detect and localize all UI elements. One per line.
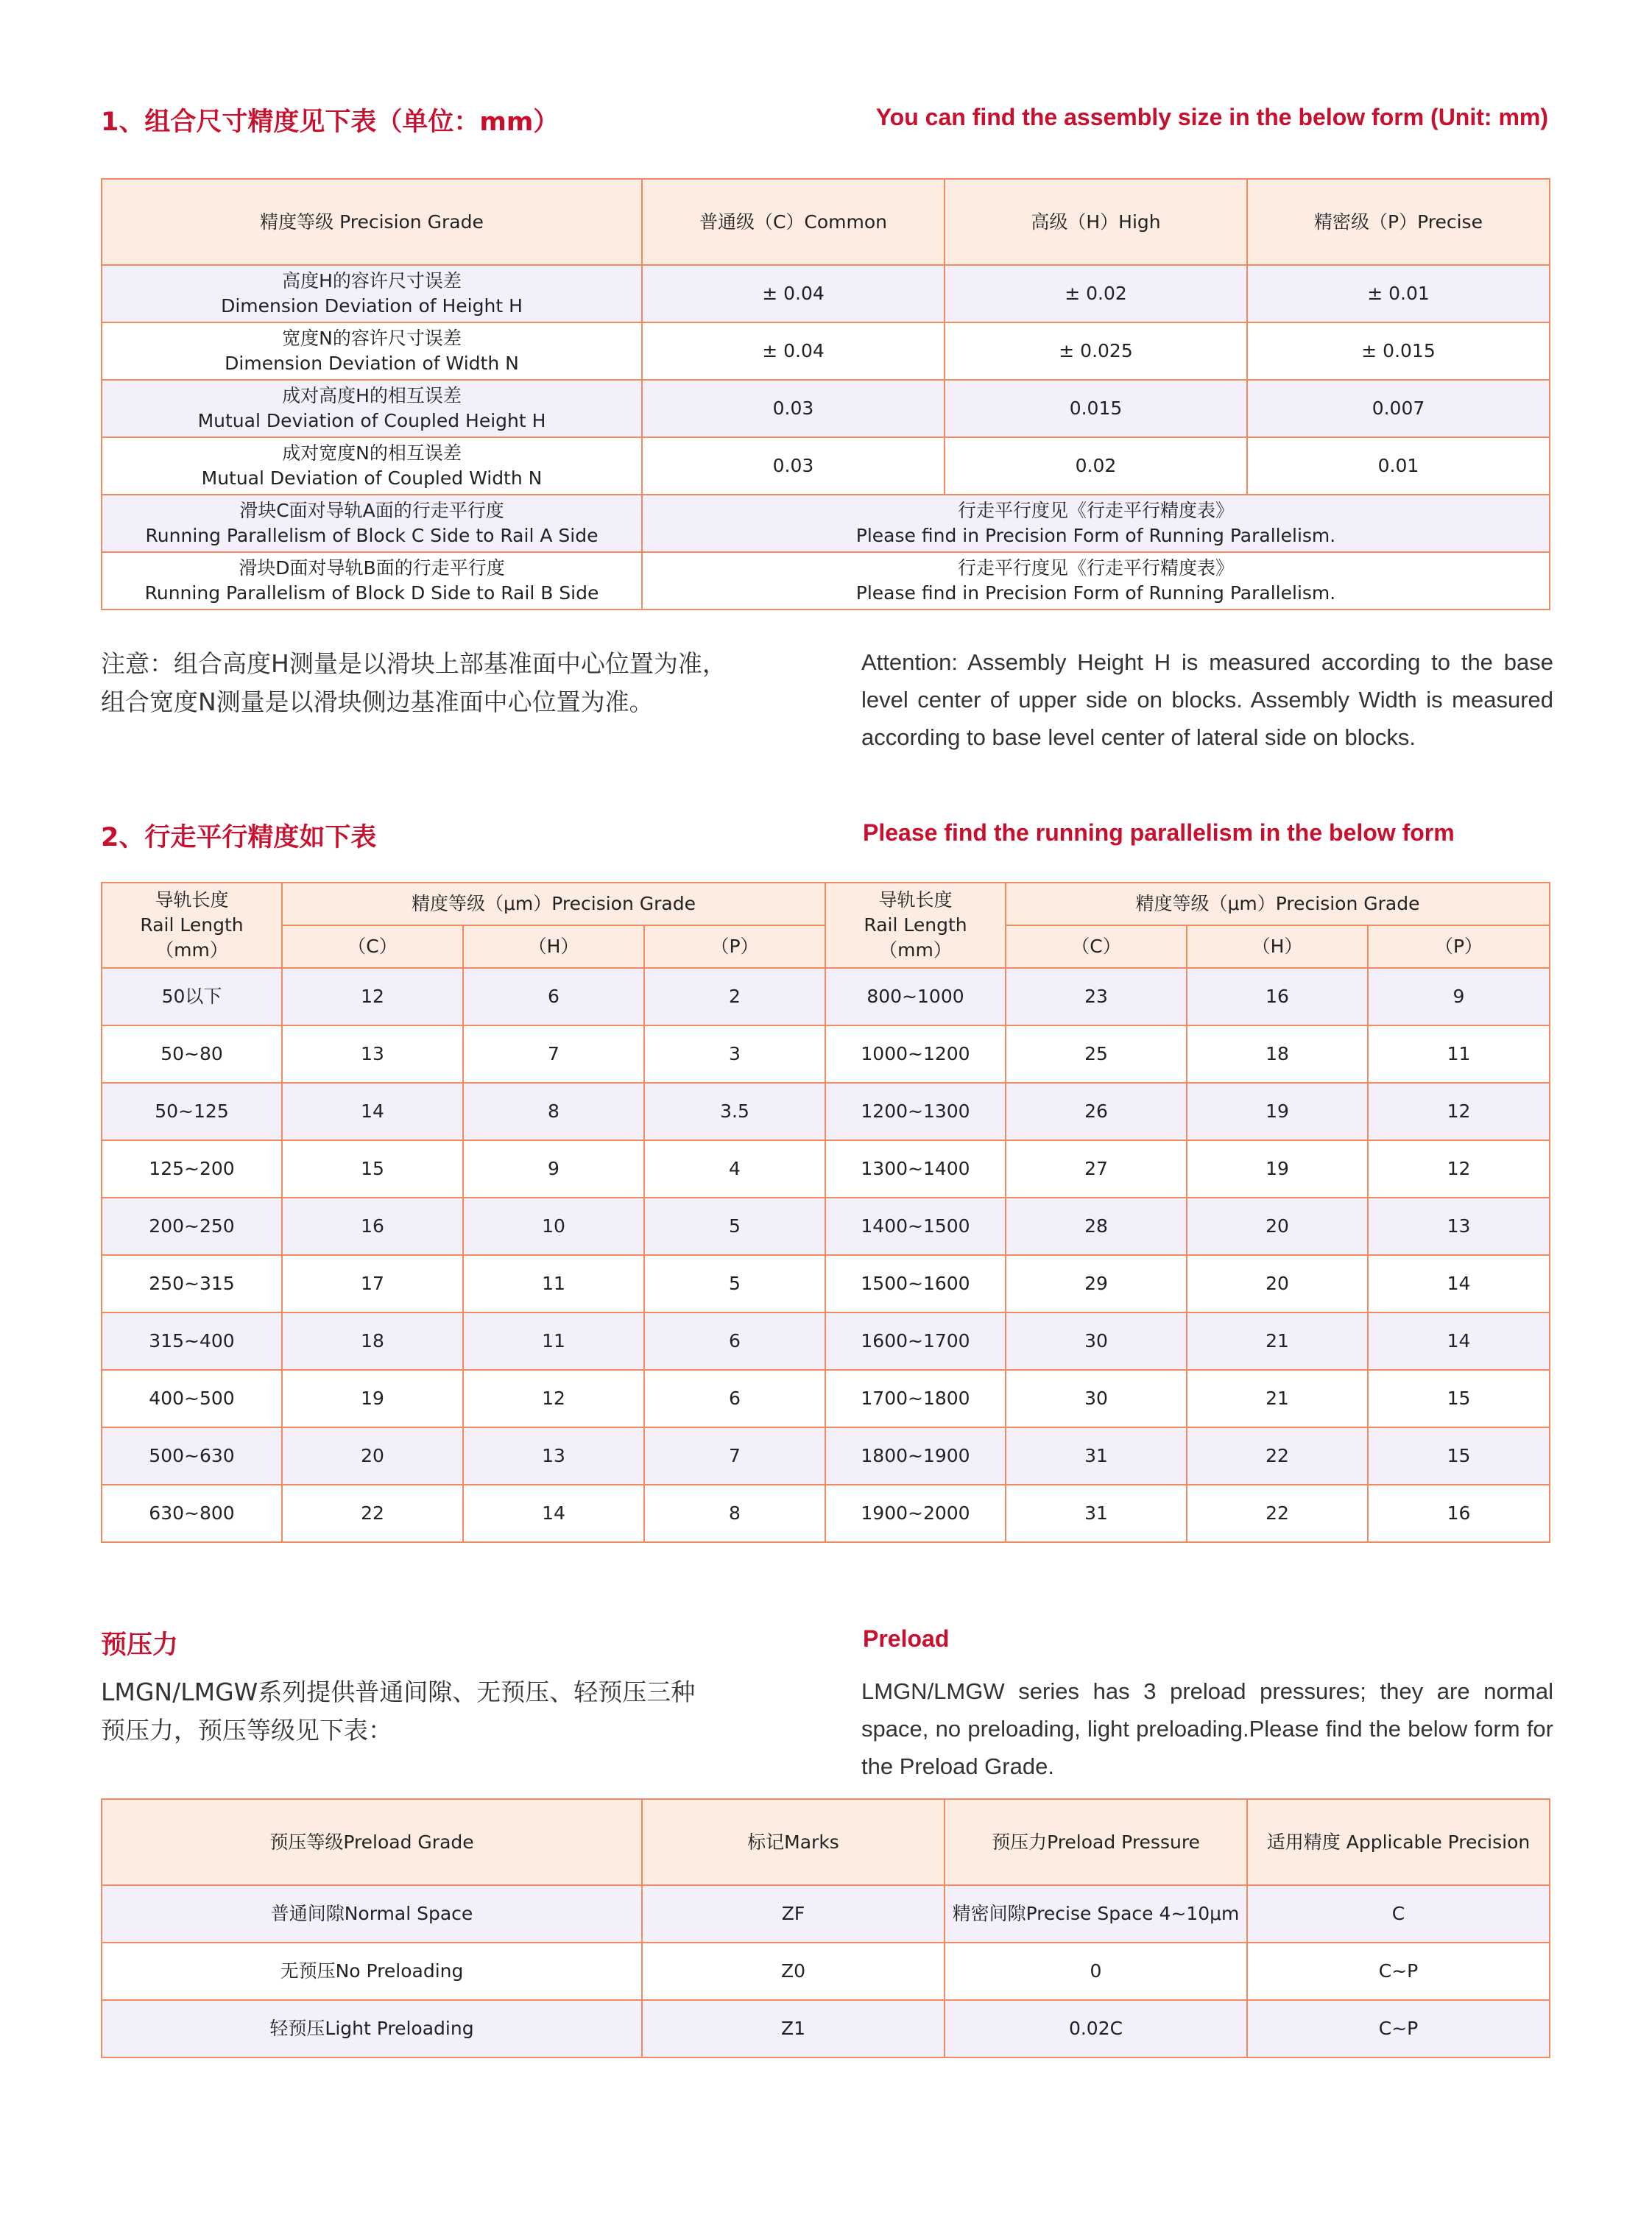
- row-label: 滑块C面对导轨A面的行走平行度 Running Parallelism of Block C Side to Rail A Side: [102, 495, 642, 552]
- value-high: ± 0.025: [945, 322, 1247, 380]
- rail-length: 1200~1300: [825, 1083, 1006, 1140]
- applicable-precision: C~P: [1247, 2000, 1550, 2057]
- grade-c: 31: [1006, 1485, 1187, 1542]
- preload-grade-table: [101, 1798, 1550, 2058]
- rail-length: 50~80: [102, 1025, 282, 1083]
- table-row: [102, 1140, 1550, 1198]
- preload-grade: 轻预压Light Preloading: [102, 2000, 642, 2057]
- grade-p: 12: [1368, 1140, 1550, 1198]
- value-common: ± 0.04: [642, 322, 945, 380]
- grade-c: 26: [1006, 1083, 1187, 1140]
- grade-c: 18: [282, 1312, 463, 1370]
- row-label: 滑块D面对导轨B面的行走平行度 Running Parallelism of Block D Side to Rail B Side: [102, 552, 642, 610]
- grade-c: 22: [282, 1485, 463, 1542]
- grade-p: 6: [644, 1370, 825, 1427]
- value-common: 0.03: [642, 380, 945, 437]
- grade-p: 8: [644, 1485, 825, 1542]
- preload-pressure: 0: [945, 1943, 1247, 2000]
- table-row: [102, 1083, 1550, 1140]
- grade-p: 12: [1368, 1083, 1550, 1140]
- grade-c: 16: [282, 1198, 463, 1255]
- grade-p: 7: [644, 1427, 825, 1485]
- preload-pressure: 0.02C: [945, 2000, 1247, 2057]
- header-p: （P）: [1368, 925, 1550, 968]
- preload-grade: 普通间隙Normal Space: [102, 1885, 642, 1943]
- grade-c: 31: [1006, 1427, 1187, 1485]
- value-common: 0.03: [642, 437, 945, 495]
- grade-p: 5: [644, 1198, 825, 1255]
- rail-length: 250~315: [102, 1255, 282, 1312]
- grade-p: 11: [1368, 1025, 1550, 1083]
- section2-title-en: Please find the running parallelism in the below form: [863, 819, 1455, 846]
- grade-p: 3.5: [644, 1083, 825, 1140]
- grade-h: 7: [463, 1025, 644, 1083]
- grade-c: 30: [1006, 1370, 1187, 1427]
- table-row: [102, 1943, 1550, 2000]
- rail-length: 200~250: [102, 1198, 282, 1255]
- row-label: 成对高度H的相互误差 Mutual Deviation of Coupled Height H: [102, 380, 642, 437]
- table-row: [102, 437, 1550, 495]
- header-precision-grade: 精度等级（μm）Precision Grade: [282, 883, 825, 925]
- grade-c: 14: [282, 1083, 463, 1140]
- grade-h: 11: [463, 1255, 644, 1312]
- rail-length: 315~400: [102, 1312, 282, 1370]
- rail-length: 500~630: [102, 1427, 282, 1485]
- rail-length: 50~125: [102, 1083, 282, 1140]
- preload-mark: ZF: [642, 1885, 945, 1943]
- grade-h: 22: [1187, 1485, 1368, 1542]
- grade-h: 9: [463, 1140, 644, 1198]
- value-common: ± 0.04: [642, 265, 945, 322]
- preload-desc-en: LMGN/LMGW series has 3 preload pressures; they are normal space, no preloading, light preloading.Please find the below form for the Preload Grade.: [861, 1678, 1553, 1779]
- merged-value: 行走平行度见《行走平行精度表》 Please find in Precision Form of Running Parallelism.: [642, 495, 1550, 552]
- grade-h: 16: [1187, 968, 1368, 1025]
- header-c: （C）: [282, 925, 463, 968]
- table-row: [102, 495, 1550, 552]
- table-row: [102, 1025, 1550, 1083]
- grade-h: 12: [463, 1370, 644, 1427]
- grade-h: 20: [1187, 1198, 1368, 1255]
- note-en: Attention: Assembly Height H is measured according to the base level center of upper side on blocks. Assembly Width is measured according to base level center of lateral side on blocks.: [861, 649, 1553, 750]
- grade-h: 20: [1187, 1255, 1368, 1312]
- grade-c: 15: [282, 1140, 463, 1198]
- table-row: [102, 1427, 1550, 1485]
- header-common: 普通级（C）Common: [642, 179, 945, 265]
- grade-h: 22: [1187, 1427, 1368, 1485]
- table-row: [102, 968, 1550, 1025]
- grade-c: 12: [282, 968, 463, 1025]
- row-label: 成对宽度N的相互误差 Mutual Deviation of Coupled Width N: [102, 437, 642, 495]
- section1-title-cn: 1、组合尺寸精度见下表（单位：mm）: [101, 107, 560, 137]
- table-row: [102, 1885, 1550, 1943]
- rail-length: 125~200: [102, 1140, 282, 1198]
- grade-p: 6: [644, 1312, 825, 1370]
- grade-p: 2: [644, 968, 825, 1025]
- rail-length: 1900~2000: [825, 1485, 1006, 1542]
- preload-mark: Z1: [642, 2000, 945, 2057]
- grade-h: 21: [1187, 1312, 1368, 1370]
- table-row: [102, 552, 1550, 610]
- rail-length: 1500~1600: [825, 1255, 1006, 1312]
- section1-title-en: You can find the assembly size in the below form (Unit: mm): [875, 104, 1548, 130]
- table-row: [102, 265, 1550, 322]
- grade-p: 14: [1368, 1312, 1550, 1370]
- rail-length: 1000~1200: [825, 1025, 1006, 1083]
- grade-p: 5: [644, 1255, 825, 1312]
- rail-length: 630~800: [102, 1485, 282, 1542]
- value-high: 0.02: [945, 437, 1247, 495]
- header-applicable-precision: 适用精度 Applicable Precision: [1247, 1799, 1550, 1885]
- table-row: [102, 1312, 1550, 1370]
- header-precision-grade: 精度等级（μm）Precision Grade: [1006, 883, 1550, 925]
- table-row: [102, 322, 1550, 380]
- note-cn: 注意：组合高度H测量是以滑块上部基准面中心位置为准， 组合宽度N测量是以滑块侧边基准面中心位置为准。: [101, 649, 727, 716]
- header-rail-length: 导轨长度 Rail Length （mm）: [102, 883, 282, 968]
- value-high: 0.015: [945, 380, 1247, 437]
- grade-h: 19: [1187, 1140, 1368, 1198]
- value-precise: 0.01: [1247, 437, 1550, 495]
- grade-p: 15: [1368, 1370, 1550, 1427]
- table-row: [102, 380, 1550, 437]
- grade-c: 17: [282, 1255, 463, 1312]
- grade-c: 27: [1006, 1140, 1187, 1198]
- grade-p: 15: [1368, 1427, 1550, 1485]
- grade-h: 14: [463, 1485, 644, 1542]
- grade-h: 6: [463, 968, 644, 1025]
- rail-length: 1300~1400: [825, 1140, 1006, 1198]
- section3-title-en: Preload: [863, 1625, 950, 1652]
- header-rail-length: 导轨长度 Rail Length （mm）: [825, 883, 1006, 968]
- preload-pressure: 精密间隙Precise Space 4~10μm: [945, 1885, 1247, 1943]
- header-marks: 标记Marks: [642, 1799, 945, 1885]
- grade-c: 23: [1006, 968, 1187, 1025]
- grade-h: 8: [463, 1083, 644, 1140]
- value-precise: ± 0.015: [1247, 322, 1550, 380]
- running-parallelism-table: [101, 882, 1550, 1543]
- row-label: 高度H的容许尺寸误差 Dimension Deviation of Height H: [102, 265, 642, 322]
- rail-length: 800~1000: [825, 968, 1006, 1025]
- grade-h: 10: [463, 1198, 644, 1255]
- header-precision-grade: 精度等级 Precision Grade: [102, 179, 642, 265]
- value-precise: ± 0.01: [1247, 265, 1550, 322]
- grade-c: 30: [1006, 1312, 1187, 1370]
- grade-h: 11: [463, 1312, 644, 1370]
- rail-length: 1700~1800: [825, 1370, 1006, 1427]
- grade-c: 25: [1006, 1025, 1187, 1083]
- grade-h: 13: [463, 1427, 644, 1485]
- grade-p: 3: [644, 1025, 825, 1083]
- section2-title-cn: 2、行走平行精度如下表: [101, 823, 377, 852]
- grade-p: 4: [644, 1140, 825, 1198]
- rail-length: 1400~1500: [825, 1198, 1006, 1255]
- assembly-precision-table: [101, 178, 1550, 610]
- table-row: [102, 2000, 1550, 2057]
- grade-c: 29: [1006, 1255, 1187, 1312]
- header-preload-grade: 预压等级Preload Grade: [102, 1799, 642, 1885]
- table-row: [102, 1370, 1550, 1427]
- value-high: ± 0.02: [945, 265, 1247, 322]
- section3-title-cn: 预压力: [101, 1630, 179, 1660]
- rail-length: 1600~1700: [825, 1312, 1006, 1370]
- header-high: 高级（H）High: [945, 179, 1247, 265]
- header-h: （H）: [1187, 925, 1368, 968]
- header-c: （C）: [1006, 925, 1187, 968]
- grade-c: 13: [282, 1025, 463, 1083]
- grade-p: 16: [1368, 1485, 1550, 1542]
- grade-c: 20: [282, 1427, 463, 1485]
- merged-value: 行走平行度见《行走平行精度表》 Please find in Precision Form of Running Parallelism.: [642, 552, 1550, 610]
- rail-length: 1800~1900: [825, 1427, 1006, 1485]
- header-h: （H）: [463, 925, 644, 968]
- row-label: 宽度N的容许尺寸误差 Dimension Deviation of Width N: [102, 322, 642, 380]
- value-precise: 0.007: [1247, 380, 1550, 437]
- header-preload-pressure: 预压力Preload Pressure: [945, 1799, 1247, 1885]
- table-row: [102, 1485, 1550, 1542]
- grade-p: 9: [1368, 968, 1550, 1025]
- applicable-precision: C: [1247, 1885, 1550, 1943]
- header-precise: 精密级（P）Precise: [1247, 179, 1550, 265]
- rail-length: 50以下: [102, 968, 282, 1025]
- rail-length: 400~500: [102, 1370, 282, 1427]
- header-p: （P）: [644, 925, 825, 968]
- preload-mark: Z0: [642, 1943, 945, 2000]
- table-row: [102, 1255, 1550, 1312]
- preload-grade: 无预压No Preloading: [102, 1943, 642, 2000]
- table-row: [102, 1198, 1550, 1255]
- grade-c: 28: [1006, 1198, 1187, 1255]
- grade-p: 14: [1368, 1255, 1550, 1312]
- applicable-precision: C~P: [1247, 1943, 1550, 2000]
- grade-h: 21: [1187, 1370, 1368, 1427]
- grade-p: 13: [1368, 1198, 1550, 1255]
- grade-c: 19: [282, 1370, 463, 1427]
- grade-h: 19: [1187, 1083, 1368, 1140]
- preload-desc-cn: LMGN/LMGW系列提供普通间隙、无预压、轻预压三种 预压力，预压等级见下表：: [101, 1678, 696, 1745]
- grade-h: 18: [1187, 1025, 1368, 1083]
